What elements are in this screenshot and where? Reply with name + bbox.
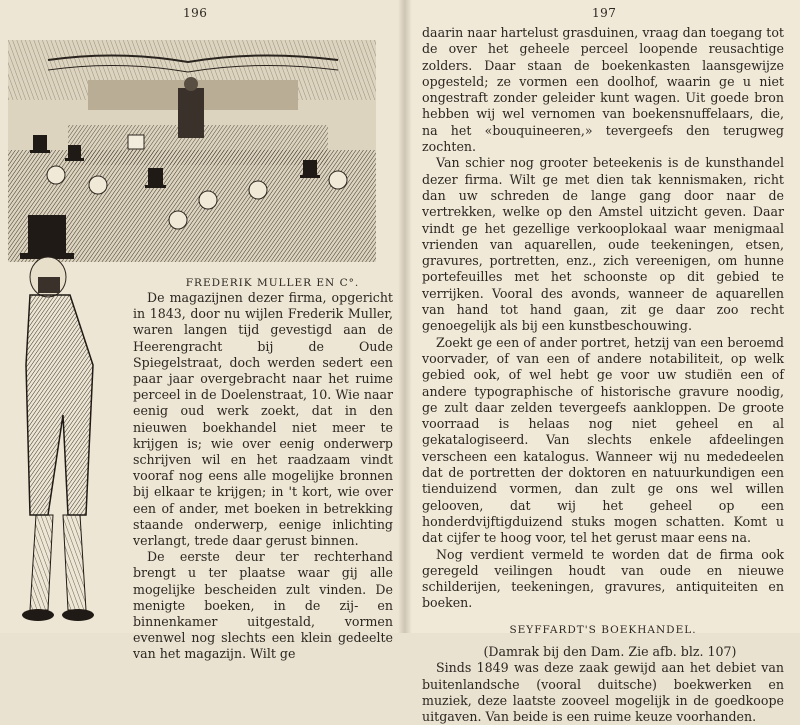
paragraph: De eerste deur ter rechterhand brengt u ter plaatse waar gij alle mogelijke bescheiden zult vinden. De menigte boeken, in de zij- en binnenkamer uitgestald, vormen evenwel nog slechts een klein gedeelte van het magazijn. Wilt ge (133, 549, 393, 662)
section-title-seyffardt: SEYFFARDT'S BOEKHANDEL. (509, 623, 697, 636)
left-body-text (133, 290, 393, 663)
book-gutter (398, 0, 412, 633)
paragraph: Zoekt ge een of ander portret, hetzij van een beroemd voorvader, of van een of andere notabiliteit, op welk gebied ook, of wel hebt ge voor uw studiën een of andere typographische of historische gravure noodig, ge zult daar zelden tevergeefs aankloppen. De groote voorraad is helaas nog niet geheel en al gekatalogiseerd. Van slechts enkele afdeelingen verscheen een katalogus. Wanneer wij nu mededeelen dat de portretten der doktoren en natuurkundigen een tienduizend vormen, dan zult ge ons wel willen gelooven, dat wij het geheel op een honderdvijftigduizend stuks mogen schatten. Komt u dat cijfer te hoog voor, tel het gerust maar eens na. (422, 334, 784, 546)
right-page (405, 0, 800, 725)
left-page (0, 0, 405, 662)
section-subtitle: (Damrak bij den Dam. Zie afb. blz. 107) (483, 643, 737, 659)
section-title-frederik-muller: FREDERIK MULLER EN C°. (185, 277, 360, 289)
right-page-number: 197 (592, 6, 617, 20)
paragraph: Van schier nog grooter beteekenis is de kunsthandel dezer firma. Wilt ge met dien tak kennismaken, richt dan uw schreden de lange gang door naar de vertrekken, welke op den Amstel uitzicht geven. Daar vindt ge het gezellige verkooplokaal waar menigmaal vrienden van aquarellen, oude teekeningen, etsen, gravures, portretten, enz., zich vereenigen, om hunne portefeuilles met het schoonste op dit gebied te verrijken. Vooral des avonds, wanneer de aquarellen van hand tot hand gaan, zit ge daar zoo recht genoegelijk als bij een kunstbeschouwing. (422, 155, 784, 334)
paragraph: daarin naar hartelust grasduinen, vraag dan toegang tot de over het geheele perceel loopende reusachtige zolders. Daar staan de boekenkasten laansgewijze opgesteld; ze vormen een doolhof, waarin ge u niet ongestraft zonder geleider kunt wagen. Uit goede bron hebben wij wel vernomen van boekensnuffelaars, die, na het «bouquineeren,» tevergeefs den terugweg zochten. (422, 25, 784, 155)
paragraph: Nog verdient vermeld te worden dat de firma ook geregeld veilingen houdt van oude en nieuwe schilderijen, teekeningen, gravures, antiquiteiten en boeken. (422, 546, 784, 611)
paragraph: Sinds 1849 was deze zaak gewijd aan het debiet van buitenlandsche (vooral duitsche) boekwerken en muziek, deze laatste zooveel mogelijk in de goedkoope uitgaven. Van beide is een ruime keuze voorhanden. (422, 660, 784, 725)
left-page-number: 196 (183, 6, 208, 20)
right-body-text (422, 25, 784, 725)
paragraph: De magazijnen dezer firma, opgericht in 1843, door nu wijlen Frederik Muller, waren langen tijd gevestigd aan de Heerengracht bij de Oude Spiegelstraat, doch werden sedert een paar jaar overgebracht naar het ruime perceel in de Doelenstraat, 10. Wie naar eenig oud werk zoekt, dat in den nieuwen boekhandel niet meer te krijgen is; wie over eenig onderwerp schrijven wil en het raadzaam vindt vooraf nog eens alle mogelijke bronnen bij elkaar te krijgen; in 't kort, wie over een of ander, met boeken in betrekking staande onderwerp, eenige inlichting verlangt, trede daar gerust binnen. (133, 290, 393, 549)
standing-man-reading-engraving (8, 215, 123, 625)
